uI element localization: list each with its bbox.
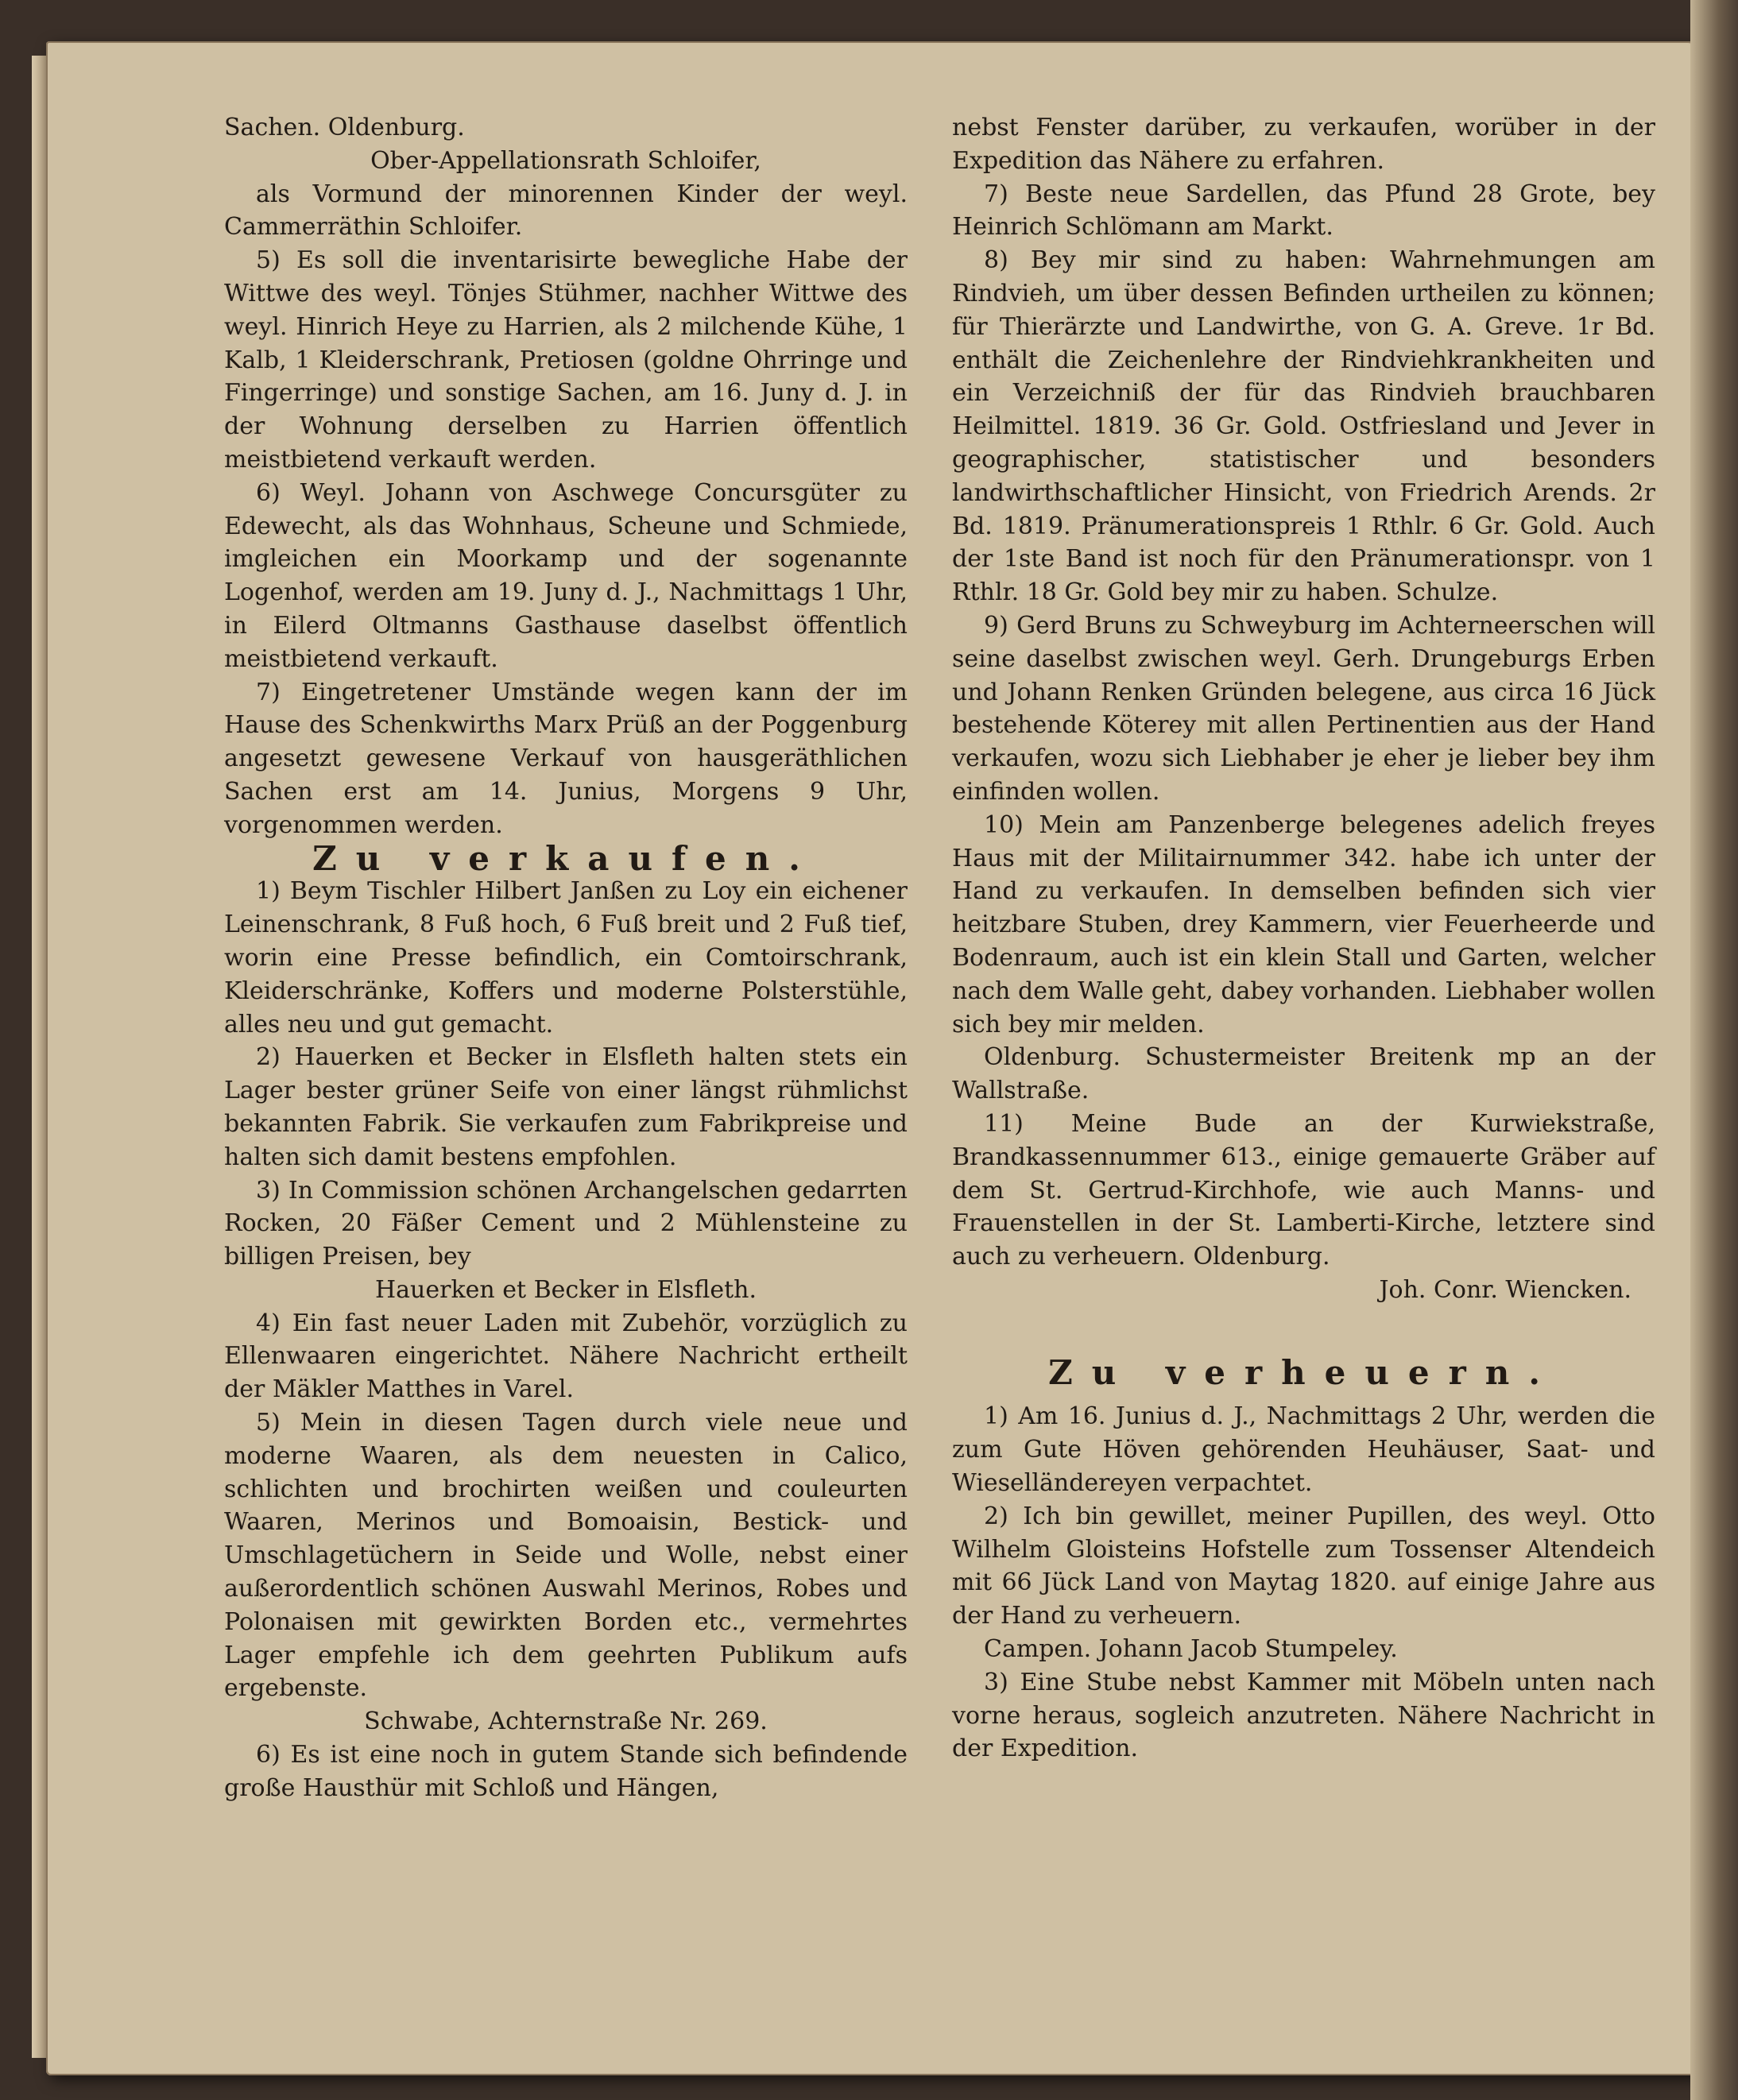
rent-2: 2) Ich bin gewillet, meiner Pupillen, des weyl. Otto Wilhelm Gloisteins Hofstelle zum Tossenser Altendeich mit 66 Jück Land von Maytag 1820. auf einige Jahre aus der Hand zu verheuern. <box>952 1502 1655 1630</box>
sale-11: 11) Meine Bude an der Kurwiekstraße, Brandkassennummer 613., einige gemauerte Gräber auf dem St. Gertrud-Kirchhofe, wie auch Manns- und Frauenstellen in der St. Lamberti-Kirche, letztere sind auch zu verheuern. Oldenburg. <box>952 1109 1655 1271</box>
rent-1: 1) Am 16. Junius d. J., Nachmittags 2 Uhr, werden die zum Gute Höven gehörenden Heuhäuser, Saat- und Wieselländereyen verpachtet. <box>952 1402 1655 1498</box>
sale-11-signature: Joh. Conr. Wiencken. <box>1379 1275 1632 1304</box>
book-edge <box>32 56 48 2058</box>
notice-6: 6) Weyl. Johann von Aschwege Concursgüter zu Edewecht, als das Wohnhaus, Scheune und Schmiede, imgleichen ein Moorkamp und der sogenannte Logenhof, werden am 19. Juny d. J., Nachmittags 1 Uhr, in Eilerd Oltmanns Gasthause daselbst öffentlich meistbietend verkauft. <box>224 478 908 673</box>
section-heading-zu-verheuern: Zu verheuern. <box>1048 1352 1559 1392</box>
sale-6-continued: nebst Fenster darüber, zu verkaufen, worüber in der Expedition das Nähere zu erfahren. <box>952 114 1655 175</box>
sale-10: 10) Mein am Panzenberge belegenes adelich freyes Haus mit der Militairnummer 342. habe ich unter der Hand zu verkaufen. In demselben befinden sich vier heitzbare Stuben, drey Kammern, vier Feuerheerde und Bodenraum, auch ist ein klein Stall und Garten, welcher nach dem Walle geht, dabey vorhanden. Liebhaber wollen sich bey mir melden. <box>952 810 1655 1038</box>
sale-3: 3) In Commission schönen Archangelschen gedarrten Rocken, 20 Fäßer Cement und 2 Mühlensteine zu billigen Preisen, bey <box>224 1176 908 1271</box>
rent-2-signature: Campen. Johann Jacob Stumpeley. <box>984 1635 1398 1664</box>
sale-8: 8) Bey mir sind zu haben: Wahrnehmungen am Rindvieh, um über dessen Befinden urtheilen zu können; für Thierärzte und Landwirthe, von G. A. Greve. 1r Bd. enthält die Zeichenlehre der Rindviehkrankheiten und ein Verzeichniß der für das Rindvieh brauchbaren Heilmittel. 1819. 36 Gr. Gold. Ostfriesland und Jever in geographischer, statistischer und besonders landwirthschaftlicher Hinsicht, von Friedrich Arends. 2r Bd. 1819. Pränumerationspreis 1 Rthlr. 6 Gr. Gold. Auch der 1ste Band ist noch für den Pränumerationspr. von 1 Rthlr. 18 Gr. Gold bey mir zu haben. Schulze. <box>952 246 1655 607</box>
notice-5: 5) Es soll die inventarisirte bewegliche Habe der Wittwe des weyl. Tönjes Stühmer, nachher Wittwe des weyl. Hinrich Heye zu Harrien, als 2 milchende Kühe, 1 Kalb, 1 Kleiderschrank, Pretiosen (goldne Ohrringe und Fingerringe) und sonstige Sachen, am 16. Juny d. J. in der Wohnung derselben zu Harrien öffentlich meistbietend verkauft werden. <box>224 246 908 474</box>
sale-6: 6) Es ist eine noch in gutem Stande sich befindende große Hausthür mit Schloß und Hängen, <box>224 1741 908 1802</box>
sale-2: 2) Hauerken et Becker in Elsfleth halten stets ein Lager bester grüner Seife von einer längst rühmlichst bekannten Fabrik. Sie verkaufen zum Fabrikpreise und halten sich damit bestens empfohlen. <box>224 1043 908 1171</box>
sale-4: 4) Ein fast neuer Laden mit Zubehör, vorzüglich zu Ellenwaaren eingerichtet. Nähere Nachricht ertheilt der Mäkler Matthes in Varel. <box>224 1309 908 1404</box>
left-column <box>224 111 908 1805</box>
left-signature-role: als Vormund der minorennen Kinder der weyl. Cammerräthin Schloifer. <box>224 180 908 242</box>
rent-3: 3) Eine Stube nebst Kammer mit Möbeln unten nach vorne heraus, sogleich anzutreten. Nähere Nachricht in der Expedition. <box>952 1668 1655 1763</box>
left-line-top: Sachen. Oldenburg. <box>224 114 465 141</box>
sale-9: 9) Gerd Bruns zu Schweyburg im Achterneerschen will seine daselbst zwischen weyl. Gerh. Drungeburgs Erben und Johann Renken Gründen belegene, aus circa 16 Jück bestehende Köterey mit allen Pertinentien aus der Hand verkaufen, wozu sich Liebhaber je eher je lieber bey ihm einfinden wollen. <box>952 611 1655 806</box>
left-signature-name: Ober-Appellationsrath Schloifer, <box>370 146 761 175</box>
right-column <box>952 111 1655 1765</box>
notice-7: 7) Eingetretener Umstände wegen kann der im Hause des Schenkwirths Marx Prüß an der Poggenburg angesetzt gewesene Verkauf von hausgeräthlichen Sachen erst am 14. Junius, Morgens 9 Uhr, vorgenommen werden. <box>224 678 908 839</box>
section-heading-zu-verkaufen: Zu verkaufen. <box>312 838 819 878</box>
sale-3-signature: Hauerken et Becker in Elsfleth. <box>374 1275 757 1304</box>
sale-7: 7) Beste neue Sardellen, das Pfund 28 Grote, bey Heinrich Schlömann am Markt. <box>952 180 1655 242</box>
sale-1: 1) Beym Tischler Hilbert Janßen zu Loy ein eichener Leinenschrank, 8 Fuß hoch, 6 Fuß breit und 2 Fuß tief, worin eine Presse befindlich, ein Comtoirschrank, Kleiderschränke, Koffers und moderne Polsterstühle, alles neu und gut gemacht. <box>224 877 908 1038</box>
book-fold-shadow <box>1690 0 1738 2100</box>
sale-5: 5) Mein in diesen Tagen durch viele neue und moderne Waaren, als dem neuesten in Calico, schlichten und brochirten weißen und couleurten Waaren, Merinos und Bomoaisin, Bestick- und Umschlagetüchern in Seide und Wolle, nebst einer außerordentlich schönen Auswahl Merinos, Robes und Polonaisen mit gewirkten Borden etc., vermehrtes Lager empfehle ich dem geehrten Publikum aufs ergebenste. <box>224 1409 908 1703</box>
sale-10-signature: Oldenburg. Schustermeister Breitenk mp an der Wallstraße. <box>952 1043 1655 1105</box>
sale-5-signature: Schwabe, Achternstraße Nr. 269. <box>364 1707 768 1736</box>
